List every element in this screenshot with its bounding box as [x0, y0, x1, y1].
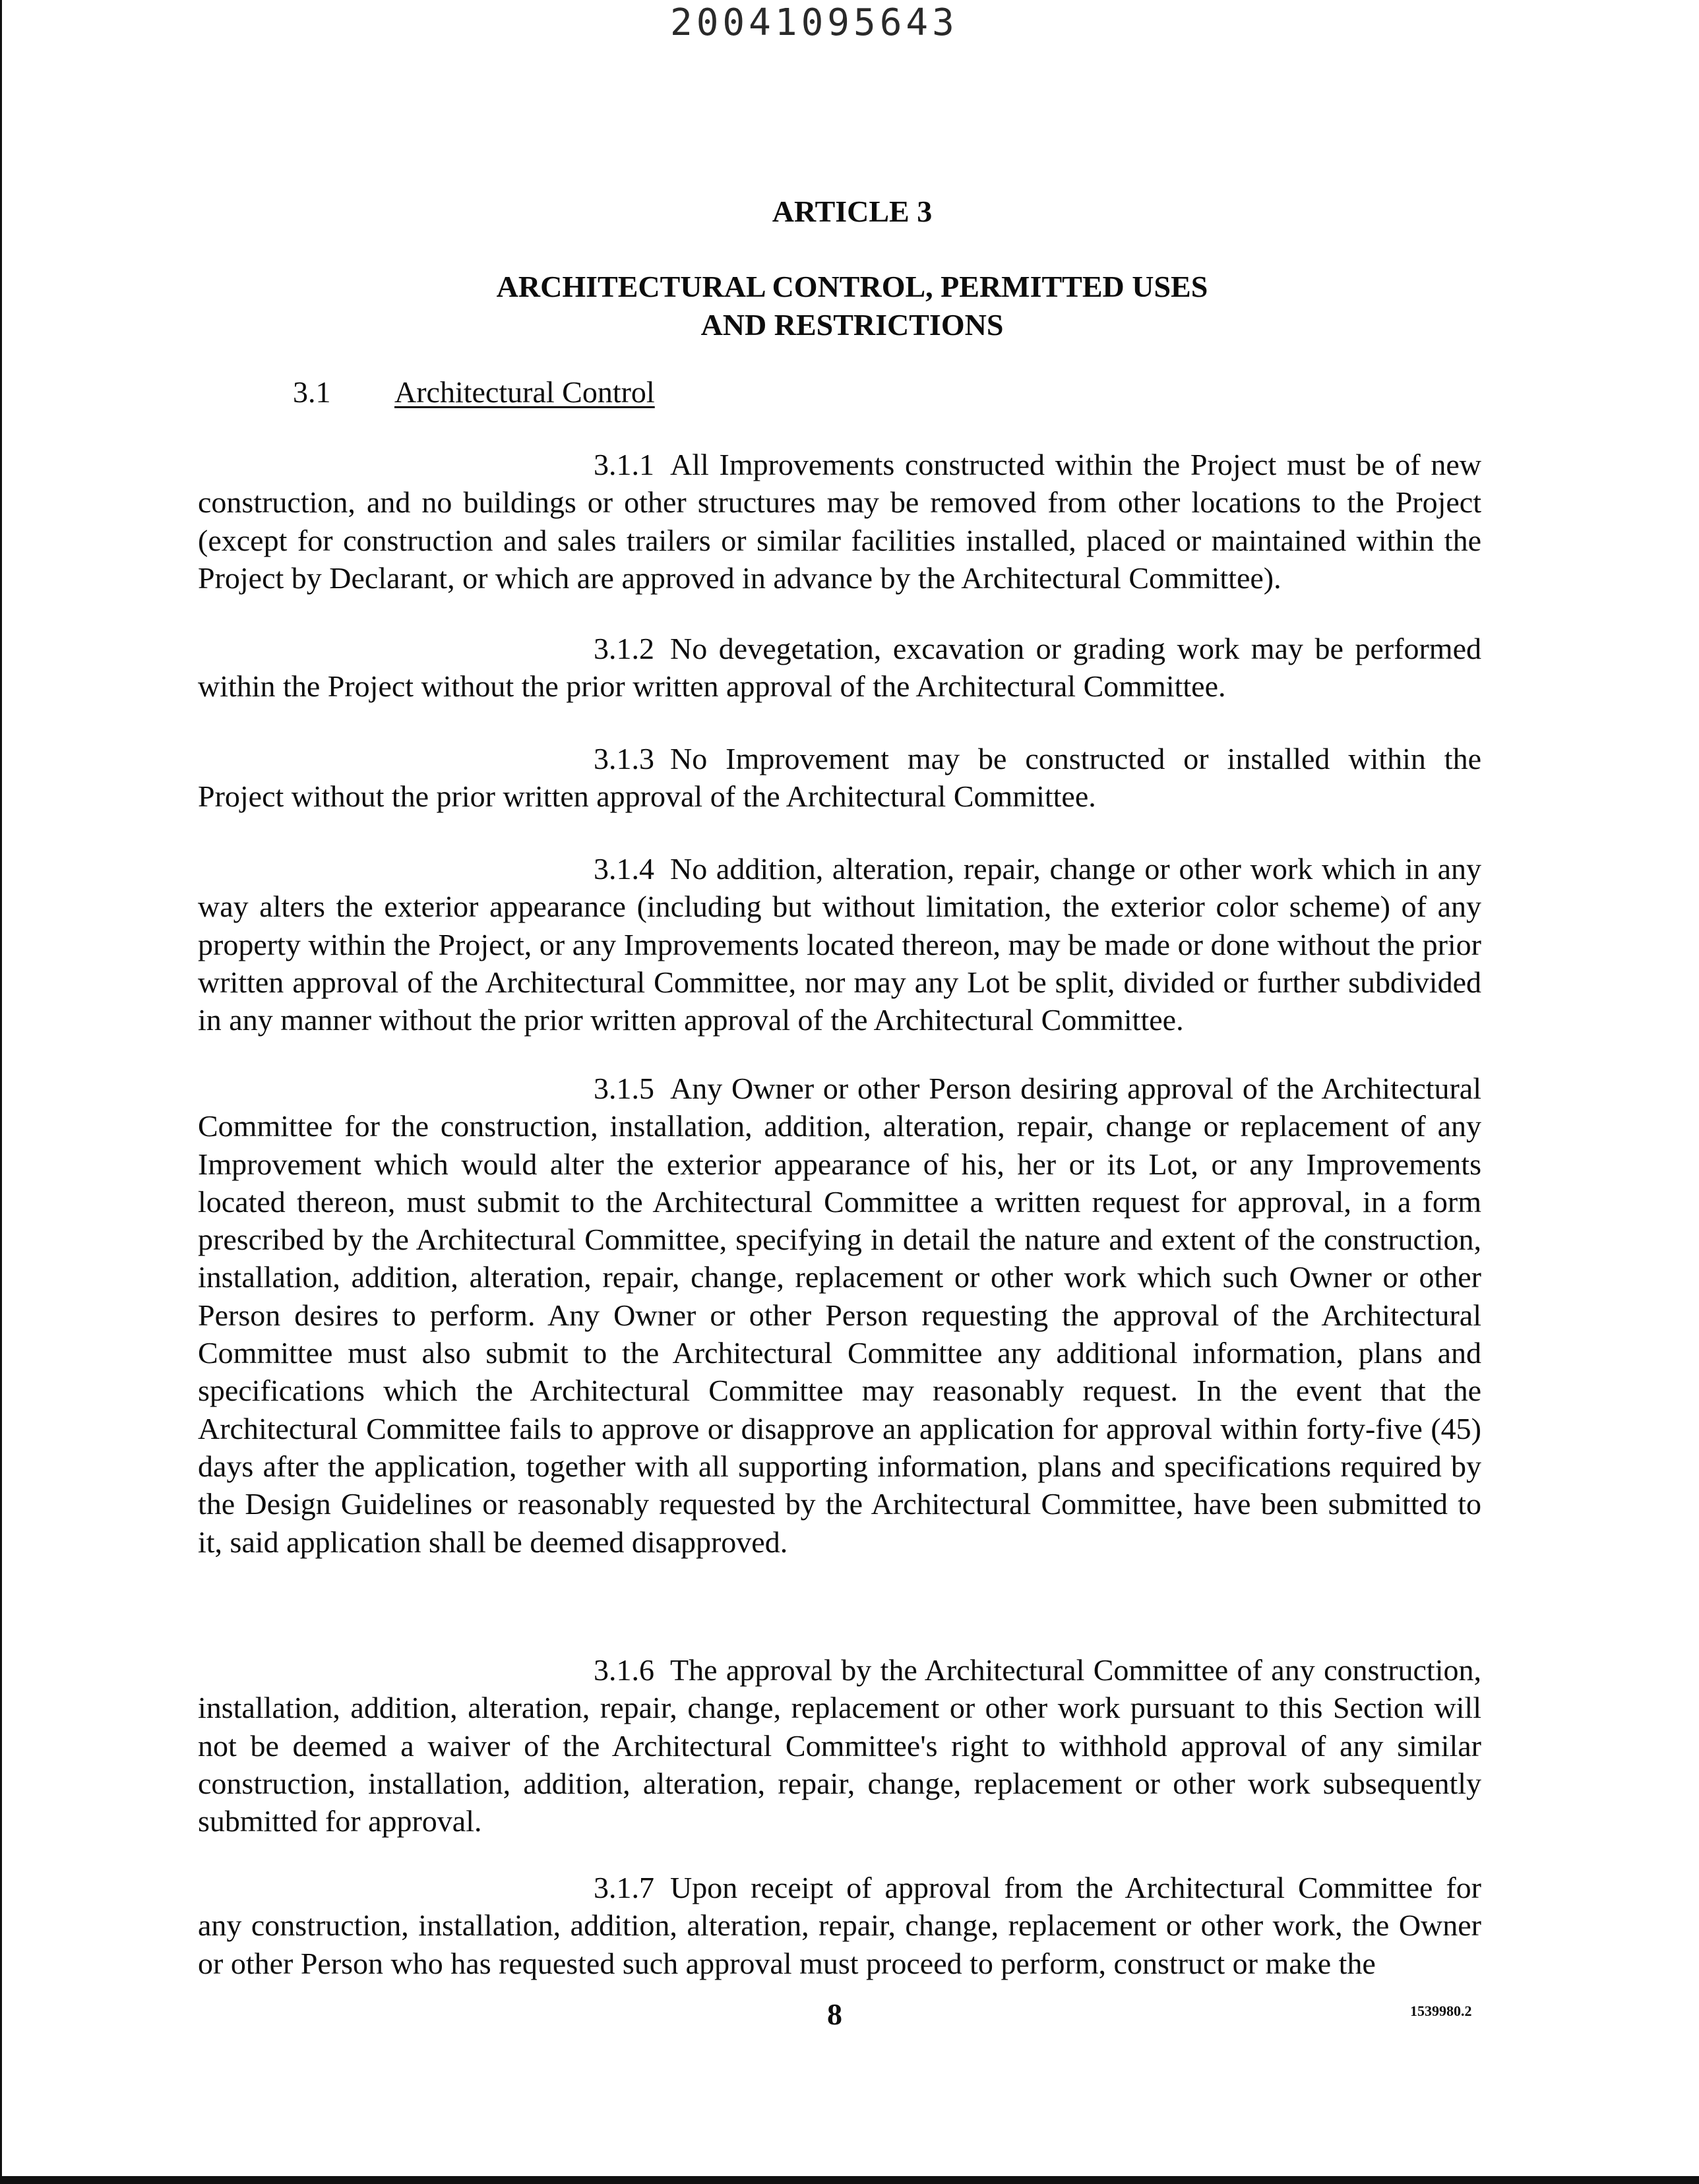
document-id: 1539980.2	[1410, 2003, 1472, 2019]
article-heading: ARTICLE 3	[772, 195, 933, 228]
recording-number: 20041095643	[670, 1, 958, 44]
paragraph-text: No devegetation, excavation or grading work may be performed within the Project without the prior written approval of the Architectural Committee.	[198, 632, 1481, 704]
paragraph-number: 3.1.3	[594, 742, 654, 775]
paragraph-text: Any Owner or other Person desiring approval of the Architectural Committee for the construction, installation, addition, alteration, repair, change or replacement of any Improvement which would alter the exterior appearance of his, her or its Lot, or any Improvements located thereon, must submit to the Architectural Committee a written request for approval, in a form prescribed by the Architectural Committee, specifying in detail the nature and extent of the construction, installation, addition, alteration, repair, change, replacement or other work which such Owner or other Person desires to perform. Any Owner or other Person requesting the approval of the Architectural Committee must also submit to the Architectural Committee any additional information, plans and specifications which the Architectural Committee may reasonably request. In the event that the Architectural Committee fails to approve or disapprove an application for approval within forty-five (45) days after the application, together with all supporting information, plans and specifications required by the Design Guidelines or reasonably requested by the Architectural Committee, have been submitted to it, said application shall be deemed disapproved.	[198, 1072, 1481, 1559]
paragraph-text: The approval by the Architectural Committee of any construction, installation, addition, alteration, repair, change, replacement or other work pursuant to this Section will not be deemed a waiver of the Architectural Committee's right to withhold approval of any similar construction, installation, addition, alteration, repair, change, replacement or other work subsequently submitted for approval.	[198, 1653, 1481, 1838]
paragraph-text: No Improvement may be constructed or installed within the Project without the prior written approval of the Architectural Committee.	[198, 742, 1481, 814]
paragraph-3-1-4	[198, 850, 1481, 1039]
article-title-line-2: AND RESTRICTIONS	[700, 308, 1004, 342]
paragraph-text: Upon receipt of approval from the Architectural Committee for any construction, installation, addition, alteration, repair, change, replacement or other work, the Owner or other Person who has requested such approval must proceed to perform, construct or make the	[198, 1871, 1481, 1980]
page-number: 8	[827, 1997, 842, 2031]
paragraph-number: 3.1.5	[594, 1072, 654, 1105]
paragraph-text: All Improvements constructed within the Project must be of new construction, and no buildings or other structures may be removed from other locations to the Project (except for construction and sales trailers or similar facilities installed, placed or maintained within the Project by Declarant, or which are approved in advance by the Architectural Committee).	[198, 448, 1481, 595]
paragraph-3-1-5	[198, 1070, 1481, 1561]
paragraph-number: 3.1.7	[594, 1871, 654, 1904]
paragraph-text: No addition, alteration, repair, change or other work which in any way alters the exterior appearance (including but without limitation, the exterior color scheme) of any property within the Project, or any Improvements located thereon, may be made or done without the prior written approval of the Architectural Committee, nor may any Lot be split, divided or further subdivided in any manner without the prior written approval of the Architectural Committee.	[198, 852, 1481, 1037]
scan-edge-bottom	[0, 2176, 1699, 2184]
scan-edge-left	[0, 0, 2, 2184]
paragraph-number: 3.1.1	[594, 448, 654, 481]
paragraph-number: 3.1.2	[594, 632, 654, 665]
paragraph-3-1-1	[198, 446, 1481, 597]
section-heading	[293, 373, 655, 411]
paragraph-3-1-3	[198, 740, 1481, 816]
section-title: Architectural Control	[394, 375, 655, 409]
paragraph-number: 3.1.4	[594, 852, 654, 886]
section-number: 3.1	[293, 375, 331, 409]
article-title-line-1: ARCHITECTURAL CONTROL, PERMITTED USES	[496, 270, 1208, 303]
paragraph-number: 3.1.6	[594, 1653, 654, 1687]
paragraph-3-1-7	[198, 1869, 1481, 1982]
paragraph-3-1-6	[198, 1651, 1481, 1840]
paragraph-3-1-2	[198, 630, 1481, 706]
